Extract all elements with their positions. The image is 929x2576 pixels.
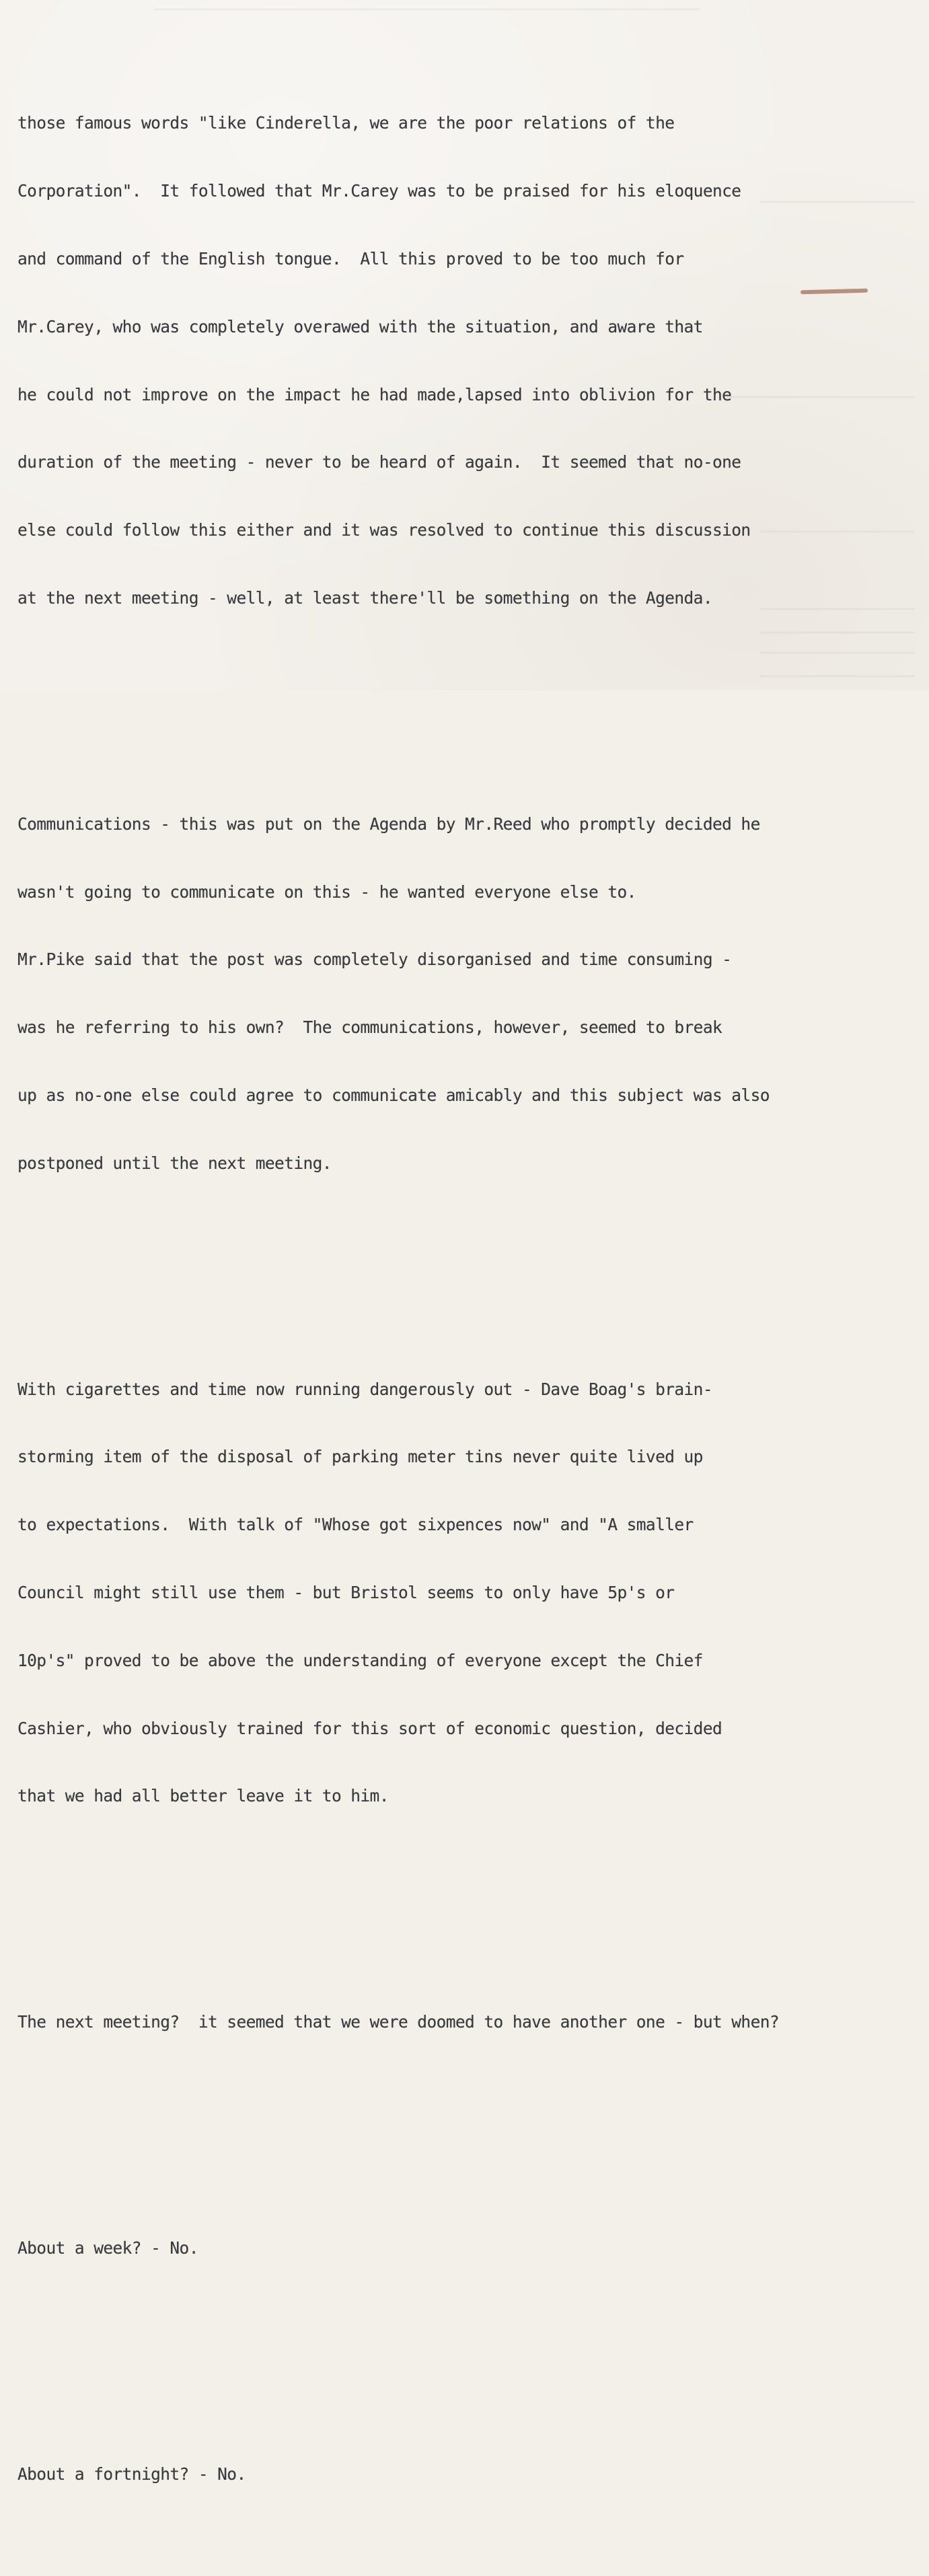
text-line: About a fortnight? - No. bbox=[17, 2464, 246, 2484]
text-line: wasn't going to communicate on this - he wanted everyone else to. bbox=[17, 882, 636, 902]
text-line: Corporation". It followed that Mr.Carey was to be praised for his eloquence bbox=[17, 181, 741, 201]
paragraph-gap bbox=[17, 2350, 919, 2373]
text-line: Cashier, who obviously trained for this sort of economic question, decided bbox=[17, 1718, 722, 1738]
text-line: About a week? - No. bbox=[17, 2238, 198, 2258]
text-line: postponed until the next meeting. bbox=[17, 1153, 332, 1173]
document-body bbox=[17, 22, 919, 2576]
paragraph-gap bbox=[17, 1898, 919, 1921]
text-line: The next meeting? it seemed that we were doomed to have another one - but when? bbox=[17, 2012, 780, 2032]
paragraph-6 bbox=[17, 2418, 919, 2531]
paragraph-4 bbox=[17, 1966, 919, 2079]
text-line: he could not improve on the impact he had made,lapsed into oblivion for the bbox=[17, 384, 732, 404]
text-line: to expectations. With talk of "Whose got sixpences now" and "A smaller bbox=[17, 1515, 694, 1535]
text-line: at the next meeting - well, at least there'll be something on the Agenda. bbox=[17, 587, 712, 608]
text-line: 10p's" proved to be above the understanding of everyone except the Chief bbox=[17, 1650, 703, 1670]
text-line: was he referring to his own? The communications, however, seemed to break bbox=[17, 1017, 722, 1038]
text-line: else could follow this either and it was resolved to continue this discussion bbox=[17, 520, 751, 540]
text-line: Council might still use them - but Bristol seems to only have 5p's or bbox=[17, 1582, 675, 1602]
paragraph-gap bbox=[17, 1265, 919, 1288]
text-line: Mr.Carey, who was completely overawed with the situation, and aware that bbox=[17, 316, 703, 336]
paragraph-gap bbox=[17, 2124, 919, 2147]
paragraph-5 bbox=[17, 2192, 919, 2305]
text-line: Communications - this was put on the Agenda by Mr.Reed who promptly decided he bbox=[17, 814, 760, 834]
text-line: duration of the meeting - never to be heard of again. It seemed that no-one bbox=[17, 452, 741, 472]
paragraph-3 bbox=[17, 1332, 919, 1853]
paragraph-gap bbox=[17, 700, 919, 723]
text-line: and command of the English tongue. All this proved to be too much for bbox=[17, 248, 684, 269]
paragraph-2 bbox=[17, 768, 919, 1220]
text-line: that we had all better leave it to him. bbox=[17, 1786, 389, 1806]
text-line: storming item of the disposal of parking meter tins never quite lived up bbox=[17, 1447, 703, 1467]
text-line: Mr.Pike said that the post was completely disorganised and time consuming - bbox=[17, 950, 732, 970]
paragraph-1 bbox=[17, 67, 919, 654]
text-line: With cigarettes and time now running dangerously out - Dave Boag's brain- bbox=[17, 1379, 712, 1399]
text-line: up as no-one else could agree to communicate amicably and this subject was also bbox=[17, 1085, 770, 1105]
text-line: those famous words "like Cinderella, we are the poor relations of the bbox=[17, 113, 675, 133]
